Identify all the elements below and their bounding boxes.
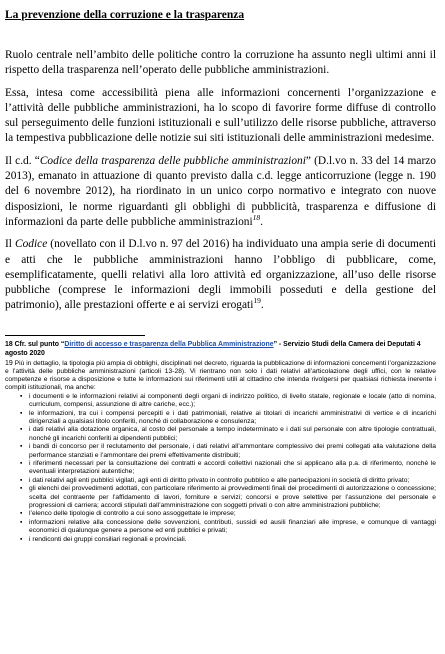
footnote-divider (5, 335, 145, 336)
bullet-icon: ▪ (20, 426, 23, 434)
footnote-19-list (5, 393, 436, 544)
bullet-icon: ▪ (20, 460, 23, 467)
code-title-italic: Codice della trasparenza delle pubbliche amministrazioni (39, 154, 306, 167)
footnote-list-item-text: gli elenchi dei provvedimenti adottati, con particolare riferimento ai provvedimenti finali dei procedimenti di autorizzazione o concessione; scelta del contraente per l’affidamento di lavori, forniture e servizi; concorsi e prove selettive per l’assunzione del personale e progressioni di carriera; accordi stipulati dall’amministrazione con soggetti privati o con altre amministrazioni pubbliche; (29, 485, 436, 510)
footnote-list-item-text: i dati relativi agli enti pubblici vigilati, agli enti di diritto privato in controllo pubblico e alle partecipazioni in società di diritto privato; (29, 476, 410, 484)
paragraph-4-pre: Il (5, 238, 15, 251)
paragraph-3 (5, 154, 436, 230)
footnote-list-item-text: i riferimenti necessari per la consultazione dei contratti e accordi collettivi nazionali che si applicano alla p.a. di riferimento, nonché le eventuali interpretazioni autentiche; (29, 460, 436, 476)
paragraph-1: Ruolo centrale nell’ambito delle politiche contro la corruzione ha assunto negli ultimi anni il rispetto della trasparenza nell’operato delle pubbliche amministrazioni. (5, 49, 436, 77)
paragraph-2: Essa, intesa come accessibilità piena alle informazioni concernenti l’organizzazione e l’attività delle pubbliche amministrazioni, ha lo scopo di favorire forme diffuse di controllo sul perseguimento delle funzioni istituzionali e sull’utilizzo delle risorse pubbliche, attraverso la tempestiva pubblicazione delle notizie sui siti istituzionali delle amministrazioni medesime. (5, 86, 436, 145)
paragraph-4-end: . (260, 299, 264, 312)
footnote-list-item (20, 518, 436, 536)
footnote-list-item-text: i dati relativi alla dotazione organica, al costo del personale a tempo indeterminato e i dati sul personale con altre tipologie contrattuali, nonché gli incarichi conferiti ai dipendenti pubblici; (29, 426, 436, 442)
footnote-19-intro: Più in dettaglio, la tipologia più ampia di obblighi, disciplinati nel decreto, riguarda la pubblicazione di informazioni concernenti l’organizzazione e l’attività delle pubbliche amministrazioni (articoli 13-28). Vi rientrano non solo i dati relativi all’articolazione degli uffici, con le relative competenze e risorse a disposizione e tutte le informazioni sui riferimenti utili al cittadino che intenda rivolgersi per qualsiasi richiesta inerente i compiti istituzionali, ma anche: (5, 359, 436, 392)
bullet-icon: ▪ (20, 518, 23, 526)
paragraph-4 (5, 237, 436, 313)
footnote-ref-19[interactable]: 19 (253, 296, 261, 306)
footnote-18-post: ” - Servizio Studi della Camera dei Deputati 4 agosto 2020 (5, 340, 421, 358)
footnote-18-link[interactable]: Diritto di accesso e trasparenza della Pubblica Amministrazione (64, 340, 274, 348)
footnote-list-item-text: i rendiconti dei gruppi consiliari regionali e provinciali. (29, 535, 187, 543)
footnote-list-item (20, 485, 436, 510)
bullet-icon: ▪ (20, 485, 23, 493)
paragraph-3-pre: Il c.d. “ (5, 154, 40, 167)
footnote-list-item-text: i bandi di concorso per il reclutamento del personale, i dati relativi all’ammontare complessivo dei premi collegati alla valutazione della performance stanziati e l’ammontare dei premi effettivamente distribuiti; (29, 443, 436, 459)
page-title: La prevenzione della corruzione e la trasparenza (5, 9, 245, 21)
paragraph-3-body: ” (D.l.vo n. 33 del 14 marzo 2013), emanato in attuazione di quanto previsto dalla c.d. legge anticorruzione (legge n. 190 del 6 novembre 2012), ha riordinato in un unico corpo normativo e integrato con nuove disposizioni, le norme riguardanti gli obblighi di pubblicità, trasparenza e diffusione di informazioni da parte delle pubbliche amministrazioni (5, 154, 436, 228)
bullet-icon: ▪ (20, 510, 23, 518)
footnote-18-pre: 18 Cfr. sul punto “ (5, 340, 65, 348)
footnote-19-number: 19 (5, 359, 13, 367)
bullet-icon: ▪ (20, 535, 23, 543)
footnote-list-item-text: le informazioni, tra cui i compensi percepiti e i dati patrimoniali, relative ai titolari di incarichi amministrativi di vertice e di incarichi dirigenziali a qualsiasi titolo conferiti, nonché di collaborazione e consulenza; (29, 409, 436, 425)
footnote-list-item-text: i documenti e le informazioni relativi ai componenti degli organi di indirizzo politico, di livello statale, regionale e locale (atto di nomina, curriculum, compensi, assunzione di altre cariche, ecc.); (29, 392, 436, 409)
footnote-18 (5, 340, 436, 359)
footnote-list-item-text: l’elenco delle tipologie di controllo a cui sono assoggettate le imprese; (29, 510, 236, 518)
footnote-list-item (20, 409, 436, 427)
footnote-list-item (20, 535, 436, 544)
footnote-list-item-text: informazioni relative alla concessione delle sovvenzioni, contributi, sussidi ed ausili finanziari alle imprese, e comunque di vantaggi economici di qualunque genere a persone ed enti pubblici e privati; (29, 518, 436, 535)
paragraph-4-body: (novellato con il D.l.vo n. 97 del 2016) ha individuato una ampia serie di documenti e atti che le pubbliche amministrazioni hanno l’obbligo di pubblicare, come, esemplificatamente, quelli relativi alla loro attività ed organizzazione, all’uso delle risorse pubbliche (comprese le informazioni degli immobili posseduti e della gestione del patrimonio), alle prestazioni offerte e ai servizi erogati (5, 238, 436, 312)
footnote-19 (5, 360, 436, 393)
paragraph-3-end: . (260, 215, 264, 228)
footnote-list-item (20, 443, 436, 460)
codice-italic: Codice (15, 238, 48, 251)
bullet-icon: ▪ (20, 409, 23, 417)
footnote-ref-18[interactable]: 18 (252, 213, 261, 223)
bullet-icon: ▪ (20, 443, 23, 451)
footnote-list-item (20, 426, 436, 443)
footnote-list-item (20, 392, 436, 410)
bullet-icon: ▪ (20, 392, 23, 400)
footnote-list-item (20, 510, 436, 518)
bullet-icon: ▪ (20, 476, 23, 484)
footnote-list-item (20, 460, 436, 477)
footnote-list-item (20, 476, 436, 485)
